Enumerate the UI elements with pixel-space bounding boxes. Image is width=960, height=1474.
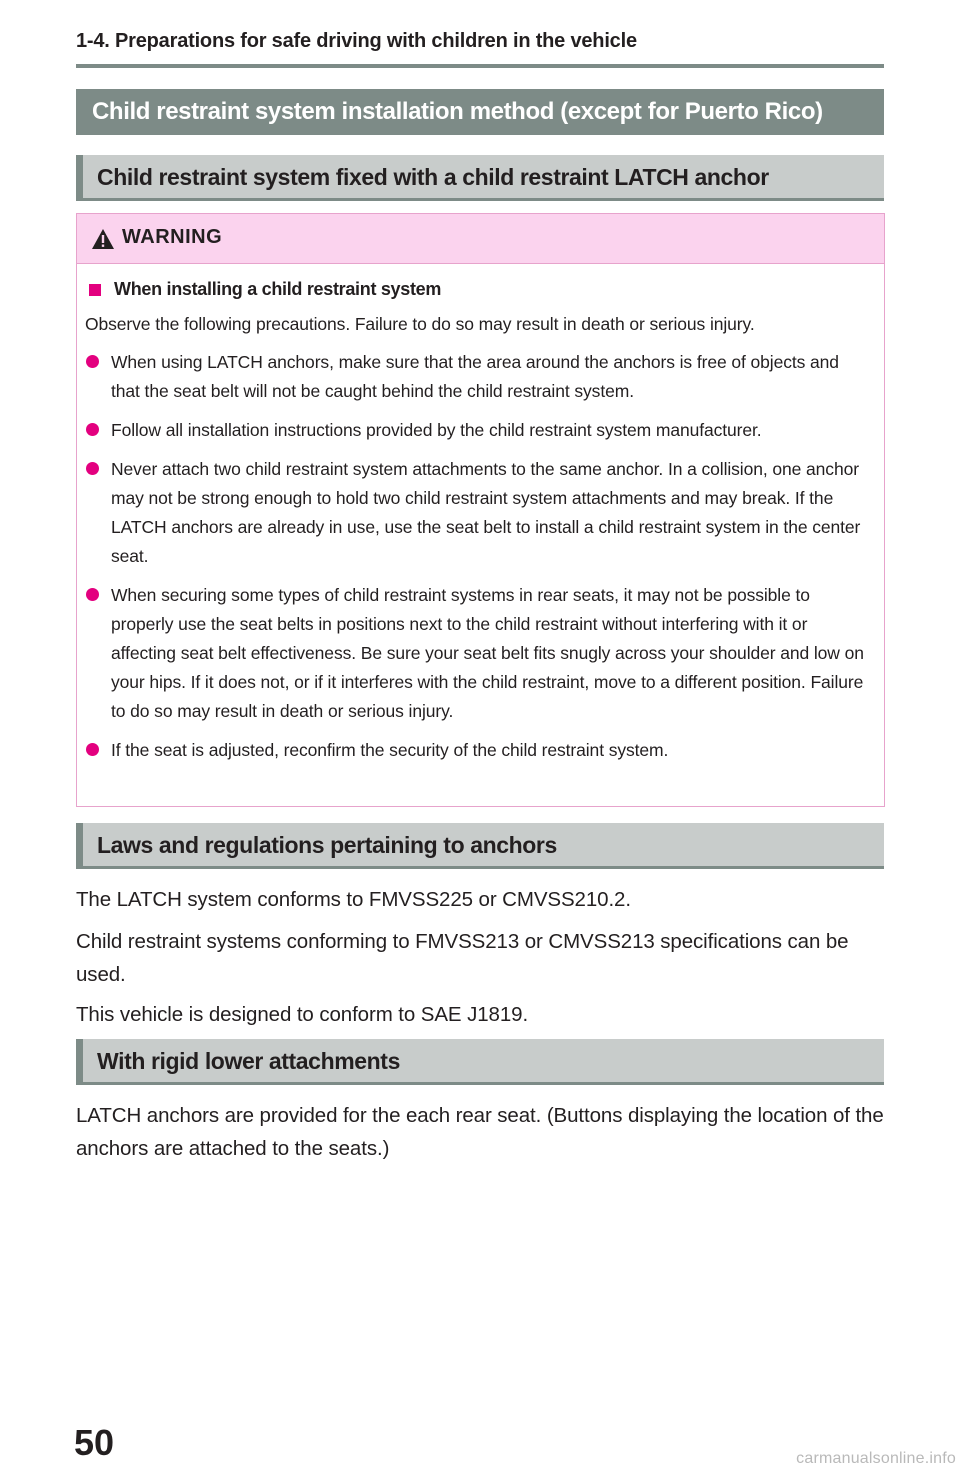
watermark: carmanualsonline.info	[796, 1450, 956, 1467]
subsection-rigid: With rigid lower attachments	[76, 1039, 884, 1085]
warning-bullet	[85, 736, 868, 765]
warning-box	[76, 213, 885, 807]
laws-paragraph: Child restraint systems conforming to FMVSS213 or CMVSS213 specifications can be used.	[76, 930, 849, 986]
subsection-latch-anchor: Child restraint system fixed with a child restraint LATCH anchor	[76, 155, 884, 201]
warning-intro: Observe the following precautions. Failure to do so may result in death or serious injury.	[85, 314, 755, 334]
warning-bullet-text: If the seat is adjusted, reconfirm the security of the child restraint system.	[111, 740, 669, 760]
laws-paragraph: The LATCH system conforms to FMVSS225 or CMVSS210.2.	[76, 888, 631, 911]
header-rule	[76, 64, 884, 68]
warning-bullet-text: Never attach two child restraint system attachments to the same anchor. In a collision, one anchor may not be strong enough to hold two child restraint system attachments and may break. If the LATCH anchors are already in use, use the seat belt to install a child restraint system in the center seat.	[111, 459, 861, 566]
warning-bullet	[85, 348, 868, 406]
warning-subheading	[85, 279, 868, 300]
rigid-paragraph: LATCH anchors are provided for the each rear seat. (Buttons displaying the location of the anchors are attached to the seats.)	[76, 1104, 884, 1160]
bullet-dot-icon	[86, 355, 99, 368]
square-bullet-icon	[89, 284, 101, 296]
warning-bullet	[85, 416, 868, 445]
warning-bullet-text: When using LATCH anchors, make sure that the area around the anchors is free of objects and that the seat belt will not be caught behind the child restraint system.	[111, 352, 839, 401]
warning-bullet-list	[85, 348, 868, 765]
bullet-dot-icon	[86, 462, 99, 475]
warning-bullet-text: Follow all installation instructions provided by the child restraint system manufacturer.	[111, 420, 762, 440]
laws-paragraph: This vehicle is designed to conform to SAE J1819.	[76, 1003, 529, 1026]
bullet-dot-icon	[86, 743, 99, 756]
warning-title: WARNING	[122, 226, 223, 248]
warning-bullet	[85, 581, 868, 726]
bullet-dot-icon	[86, 423, 99, 436]
running-header: 1-4. Preparations for safe driving with children in the vehicle	[76, 30, 637, 52]
warning-triangle-icon	[91, 228, 115, 250]
warning-body	[77, 264, 884, 765]
bullet-dot-icon	[86, 588, 99, 601]
warning-header	[77, 214, 884, 264]
warning-bullet	[85, 455, 868, 571]
page-number: 50	[74, 1422, 115, 1463]
warning-bullet-text: When securing some types of child restraint systems in rear seats, it may not be possible to properly use the seat belts in positions next to the child restraint without interfering with it or affecting seat belt effectiveness. Be sure your seat belt fits snugly across your shoulder and low on your hips. If it does not, or if it interferes with the child restraint, move to a different position. Failure to do so may result in death or serious injury.	[111, 585, 864, 721]
subsection-laws: Laws and regulations pertaining to anchors	[76, 823, 884, 869]
section-title: Child restraint system installation method (except for Puerto Rico)	[76, 89, 884, 135]
warning-subheading-text: When installing a child restraint system	[114, 279, 442, 299]
